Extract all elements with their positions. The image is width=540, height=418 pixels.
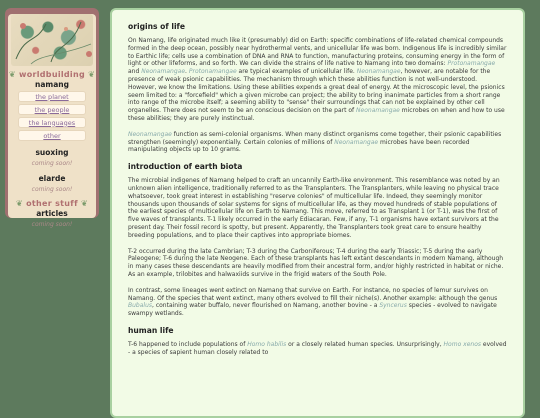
worldbuilding-heading: ❦ worldbuilding ❦ — [8, 70, 96, 79]
paragraph: T-2 occurred during the late Cambrian; T-3 during the Carboniferous; T-4 during the early Triassic; T-5 during the early Paleogene; T-6 during the late Neogene. Each of these transplants has left extant descendants in modern Namang, although in many cases these descendants are heavily modified from their ancestral form, and/or highly restricted in habitat or niche. As an example, trilobites and halwaxiids survive in the frigid waters of the South Pole. — [128, 247, 504, 278]
term: Bubalus — [128, 302, 152, 310]
term: Neonamangae — [356, 107, 400, 115]
articles-title: articles — [36, 209, 68, 218]
sidebar-panel — [8, 14, 96, 228]
term: Neonamangae — [141, 68, 186, 76]
leaf-icon: ❦ — [80, 199, 88, 208]
term: Syncerus — [379, 302, 407, 310]
main-content — [110, 8, 525, 418]
term: Protonamangae — [188, 68, 237, 76]
other-stuff-heading: ❦ other stuff ❦ — [16, 199, 88, 208]
world-name-suoxing: suoxing — [35, 148, 69, 157]
leaf-icon: ❦ — [16, 199, 24, 208]
section-title-origins-of-life: origins of life — [128, 22, 185, 31]
term: Homo xenos — [443, 340, 481, 348]
coming-soon-label: coming soon! — [31, 186, 73, 193]
section-title-human-life: human life — [128, 325, 174, 335]
coming-soon-label: coming soon! — [31, 160, 73, 167]
link-other[interactable]: other — [18, 130, 86, 141]
leaf-icon: ❦ — [8, 70, 16, 79]
coming-soon-label: coming soon! — [31, 221, 73, 228]
link-the-people[interactable]: the people — [18, 104, 86, 115]
world-name-elarde: elarde — [38, 174, 66, 183]
paragraph: On Namang, life originated much like it (presumably) did on Earth: specific combinations of life-related chemical compounds formed in the deep ocean, possibly near hydrothermal vents, and unicellular life was born. Indigenous life is incredibly similar to Earthic life; cells use a combination of DNA and RNA to function, manufacturing proteins, consuming energy in the form of light or other lifeforms, and so forth. We can divide the strains of life native to Namang into two domains: Protonamangae and Neonamangae. Protonamangae are typical examples of unicellular life. Neonamangae, however, are notable for the presence of weak psionic capabilities. The mechanism through which these abilities function is not well-understood. However, we know the limitations. Using these abilities expends a great deal of energy. At the microscopic level, the psionics seem limited to: a "forcefield" which a given microbe can project; the ability to bring inanimate particles from a short range into range of the microbe itself; a seeming ability to "sense" their surroundings that can not be explained by other cell organelles. There does not seem to be an conscious decision on the part of Neonamangae microbes on when and how to use these abilities; they are purely instinctual. — [128, 37, 507, 122]
link-the-languages[interactable]: the languages — [18, 117, 86, 128]
world-name-namang: namang — [35, 80, 69, 89]
paragraph: Neonamangae function as semi-colonial organisms. When many distinct organisms come together, their psionic capabilities strengthen (seemingly) exponentially. Certain colonies of millions of Neonamangae microbes have been recorded manipulating objects up to 10 grams. — [128, 130, 502, 154]
paragraph: The microbial indigenes of Namang helped to craft an uncannily Earth-like environment. This resemblance was noted by an unknown alien intelligence, traditionally referred to as the Transplanters. The Transplanters, while leaving no physical trace whatsoever, took great interest in establishing "reserve colonies" of multicellular life. Indeed, they seemingly monitor thousands upon thousands of solar systems for signs of multicellular life, as they moved hundreds of stable populations of the earliest species of multicellular life on Earth to Namang. This move, referred to as Transplant 1 (or T-1), was the first of five waves of transplants. T-1 likely occurred in the early Ediacaran. Few, if any, T-1 organisms have extant survivors at the present day. Their fossil record is spotty, but present. Apparently, the Transplanters took great care to ensure healthy breeding populations, and to place their captives into appropriate biomes. — [128, 177, 500, 239]
section-title-introduction-of-earth-biota: introduction of earth biota — [128, 162, 243, 172]
paragraph: T-6 happened to include populations of Homo habilis or a closely related human species. Unsurprisingly, Homo xenos evolved - a species of sapient human closely related to — [128, 340, 507, 356]
term: Homo habilis — [247, 340, 287, 348]
term: Neonamangae — [356, 68, 401, 76]
term: Neonamangae — [128, 130, 172, 138]
term: Neonamangae — [334, 138, 379, 146]
term: Protonamangae — [447, 60, 496, 68]
leaf-icon: ❦ — [88, 70, 96, 79]
sidebar-banner-image — [11, 14, 93, 66]
link-the-planet[interactable]: the planet — [18, 91, 86, 102]
paragraph: In contrast, some lineages went extinct on Namang that survive on Earth. For instance, no species of lemur survives on Namang. Of the species that went extinct, many others evolved to fill their niche(s). Another example: although the genus Bubalus, containing water buffalo, never flourished on Namang, another bovine - a Syncerus species - evolved to navigate swampy wetlands. — [128, 286, 498, 318]
sidebar — [5, 8, 99, 228]
